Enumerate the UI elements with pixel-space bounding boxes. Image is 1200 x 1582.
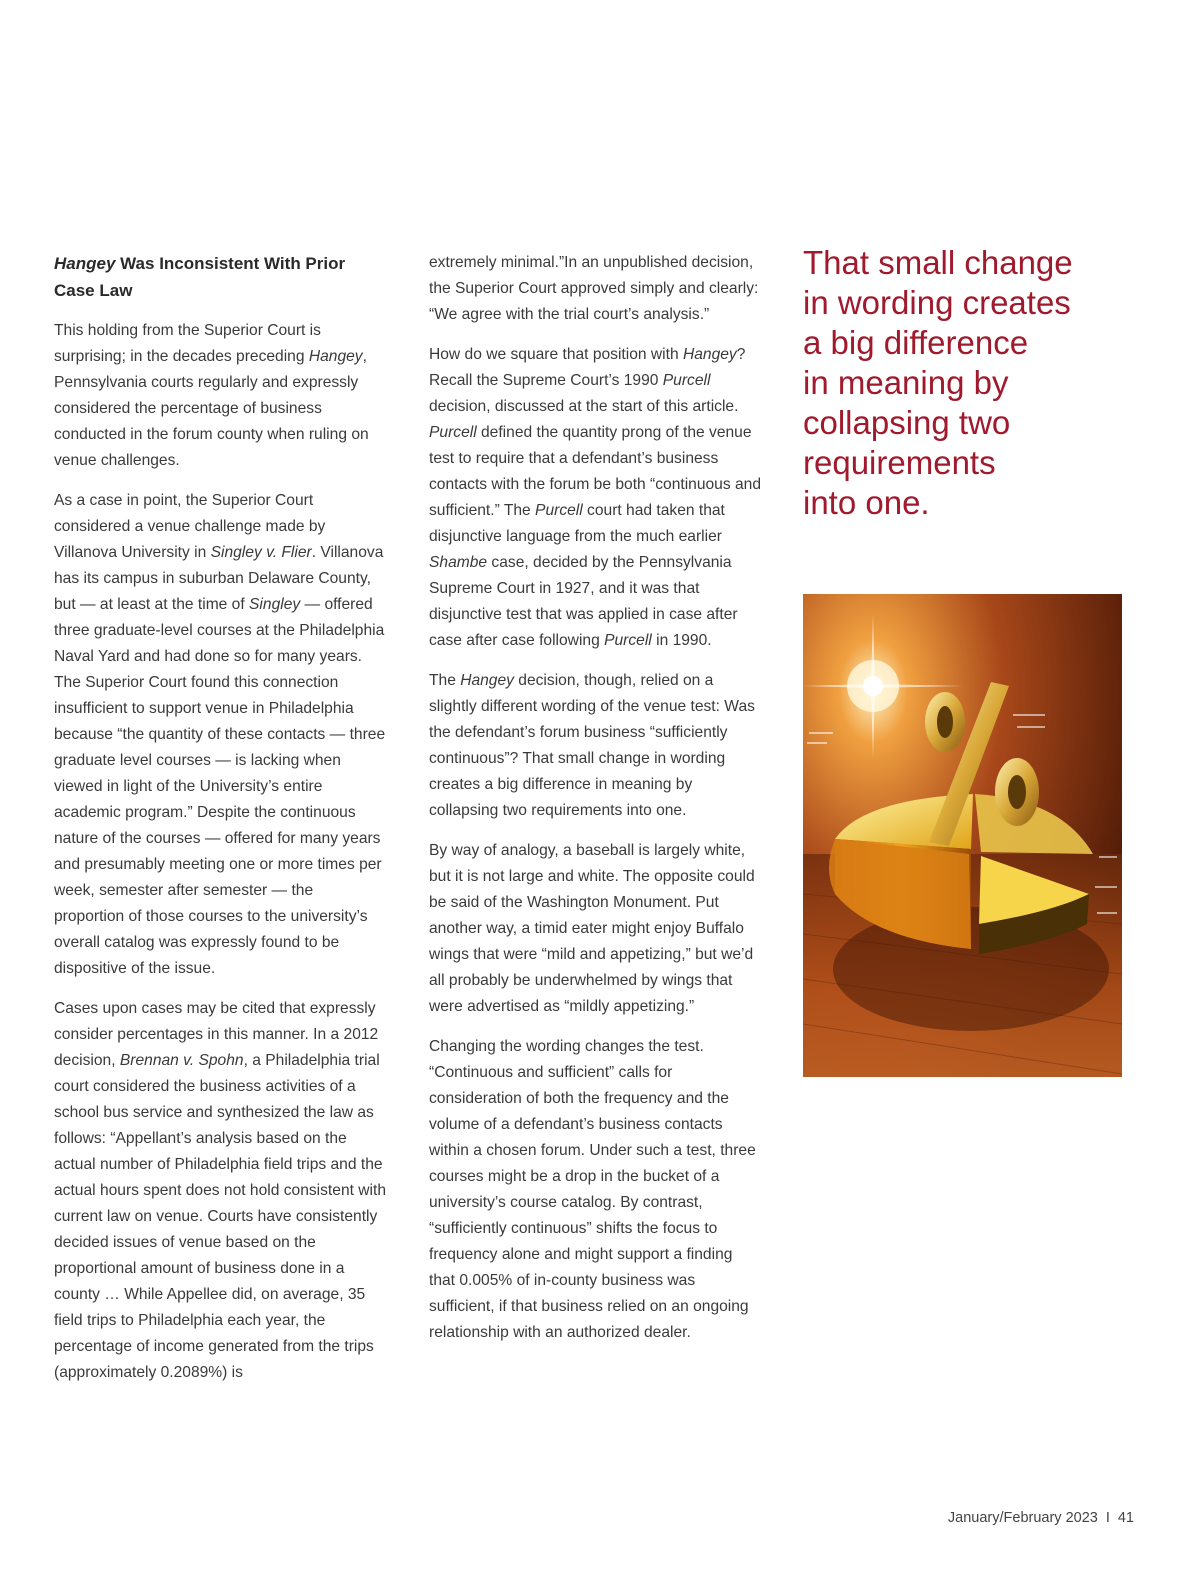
case-name-italic: Singley v. Flier [210,544,312,561]
paragraph-text: By way of analogy, a baseball is largely white, but it is not large and white. The opposite could be said of the Washington Monument. Put another way, a timid eater might enjoy Buffalo wings that were “mild and appetizing,” but we’d all probably be underwhelmed by wings that were advertised as “mildly appetizing.” [429,842,755,1015]
body-paragraph [54,318,386,474]
paragraph-text: defined the quantity prong of the venue test to require that a defendant’s business contacts with the forum be both “continuous and sufficient.” The [429,424,761,519]
percent-pie-chart-icon [803,594,1122,1077]
paragraph-text: case, decided by the Pennsylvania Supreme Court in 1927, and it was that disjunctive test that was applied in case after case after case following [429,554,738,649]
case-name-italic: Hangey [682,346,737,363]
issue-date: January/February 2023 [947,1510,1098,1526]
case-name-italic: Brennan v. Spohn [119,1052,244,1069]
paragraph-text: The [429,672,461,689]
page-number: 41 [1117,1510,1134,1526]
case-name-italic: Hangey [460,672,514,689]
paragraph-text: As a case in point, the Superior Court considered a venue challenge made by Villanova University in [54,492,326,561]
paragraph-text: This holding from the Superior Court is surprising; in the decades preceding [54,322,321,365]
column-left-body [54,318,386,1386]
paragraph-text: ? Recall the Supreme Court’s 1990 [429,346,746,389]
pull-quote-line: in meaning by [803,364,1009,401]
pull-quote-line: into one. [803,484,930,521]
paragraph-text: decision, though, relied on a slightly different wording of the venue test: Was the defendant’s forum business “sufficiently continuous”? That small change in wording creates a big difference in meaning by collapsing two requirements into one. [429,672,755,819]
case-name-italic: Purcell [604,632,652,649]
pull-quote-line: requirements [803,444,996,481]
section-heading: Hangey Was Inconsistent With Prior Case Law [54,254,346,300]
paragraph-text: decision, discussed at the start of this article. [429,398,739,415]
article-column-middle [429,250,761,1360]
pull-quote-line: in wording creates [803,284,1071,321]
pull-quote-line: That small change [803,244,1073,281]
body-paragraph [429,250,761,328]
pull-quote-line: a big difference [803,324,1029,361]
case-name-italic: Purcell [429,424,477,441]
case-name-italic: Purcell [662,372,711,389]
case-name-italic: Shambe [429,554,488,571]
body-paragraph [429,342,761,654]
paragraph-text: court had taken that disjunctive language from the much earlier [429,502,725,545]
paragraph-text: , Pennsylvania courts regularly and expressly considered the percentage of business conducted in the forum county when ruling on venue challenges. [54,348,369,469]
paragraph-text: . Villanova has its campus in suburban Delaware County, but — at least at the time of [54,544,384,613]
paragraph-text: — offered three graduate-level courses at the Philadelphia Naval Yard and had done so for many years. The Superior Court found this connection insufficient to support venue in Philadelphia because “the quantity of these contacts — three graduate level courses — is lacking when viewed in light of the University’s entire academic program.” Despite the continuous nature of the courses — offered for many years and presumably meeting one or more times per week, semester after semester — the proportion of those courses to the university’s overall catalog was expressly found to be dispositive of the issue. [54,596,386,977]
body-paragraph [54,996,386,1386]
body-paragraph [429,838,761,1020]
body-paragraph [429,668,761,824]
paragraph-text: extremely minimal.”In an unpublished decision, the Superior Court approved simply and clearly: “We agree with the trial court’s analysis.” [429,254,759,323]
page-footer [948,1510,1134,1526]
column-middle-body [429,250,761,1346]
body-paragraph [429,1034,761,1346]
percent-pie-chart-illustration [803,594,1122,1077]
paragraph-text: in 1990. [651,632,712,649]
case-name-italic: Purcell [535,502,583,519]
case-name-italic: Hangey [308,348,363,365]
pull-quote [803,243,1133,523]
paragraph-text: Changing the wording changes the test. “Continuous and sufficient” calls for consideration of both the frequency and the volume of a defendant’s business contacts within a chosen forum. Under such a test, three courses might be a drop in the bucket of a university’s course catalog. By contrast, “sufficiently continuous” shifts the focus to frequency alone and might support a finding that 0.005% of in-county business was sufficient, if that business relied on an ongoing relationship with an authorized dealer. [429,1038,756,1341]
case-name-italic: Singley [249,596,301,613]
article-column-left [54,250,386,1400]
paragraph-text: , a Philadelphia trial court considered the business activities of a school bus service and synthesized the law as follows: “Appellant’s analysis based on the actual number of Philadelphia field trips and the actual hours spent does not hold consistent with current law on venue. Courts have consistently decided issues of venue based on the proportional amount of business done in a county … While Appellee did, on average, 35 field trips to Philadelphia each year, the percentage of income generated from the trips (approximately 0.2089%) is [54,1052,387,1381]
footer-separator: I [1105,1510,1110,1526]
paragraph-text: Cases upon cases may be cited that expressly consider percentages in this manner. In a 2012 decision, [54,1000,379,1069]
body-paragraph [54,488,386,982]
paragraph-text: How do we square that position with [429,346,683,363]
pull-quote-line: collapsing two [803,404,1011,441]
